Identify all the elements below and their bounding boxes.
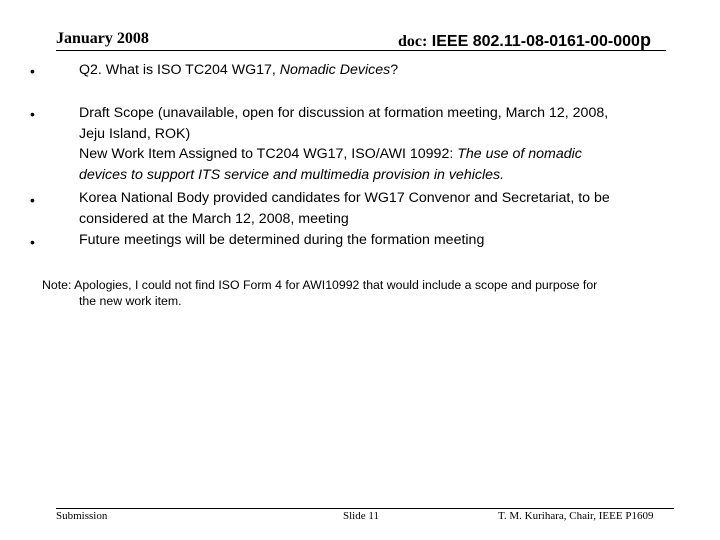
bullet-korea: [79, 188, 699, 229]
bullet-draft-scope: [79, 103, 699, 185]
q2-text: Q2. What is ISO TC204 WG17,: [79, 62, 280, 78]
bullet-marker: •: [30, 234, 35, 250]
header-doc-number: IEEE 802.11-08-0161-00-000: [431, 33, 640, 50]
header-doc-id: [398, 30, 651, 51]
bullet-q2: [79, 60, 699, 81]
header-rule: [56, 50, 666, 51]
work-item-italic-2: devices to support ITS service and multimedia provision in vehicles.: [79, 166, 505, 183]
header-date: January 2008: [56, 30, 149, 47]
scope-line-2: Jeju Island, ROK): [79, 125, 191, 142]
footer-author: T. M. Kurihara, Chair, IEEE P1609: [498, 510, 654, 522]
work-item-italic-1: The use of nomadic: [457, 146, 582, 162]
work-item-text: New Work Item Assigned to TC204 WG17, ISO/AWI 10992:: [79, 146, 458, 162]
note-line-1: Note: Apologies, I could not find ISO Form 4 for AWI10992 that would include a scope and purpose for: [42, 278, 598, 292]
footer-rule: [56, 508, 674, 509]
header-doc-suffix: p: [639, 30, 651, 50]
bullet-marker: •: [30, 192, 35, 208]
q2-end: ?: [390, 62, 399, 78]
bullet-marker: •: [30, 63, 35, 79]
korea-line-2: considered at the March 12, 2008, meeting: [79, 210, 349, 227]
footer-submission: Submission: [56, 510, 108, 522]
bullet-future-meetings: Future meetings will be determined during the formation meeting: [79, 232, 485, 248]
scope-line-1: Draft Scope (unavailable, open for discussion at formation meeting, March 12, 2008,: [79, 105, 609, 121]
note: [42, 277, 692, 309]
korea-line-1: Korea National Body provided candidates for WG17 Convenor and Secretariat, to be: [79, 190, 610, 206]
q2-italic: Nomadic Devices: [279, 62, 391, 78]
footer-slide-number: Slide 11: [343, 510, 379, 522]
bullet-marker: •: [30, 106, 35, 122]
note-line-2: the new work item.: [79, 294, 182, 308]
header-doc-prefix: doc:: [398, 33, 428, 50]
